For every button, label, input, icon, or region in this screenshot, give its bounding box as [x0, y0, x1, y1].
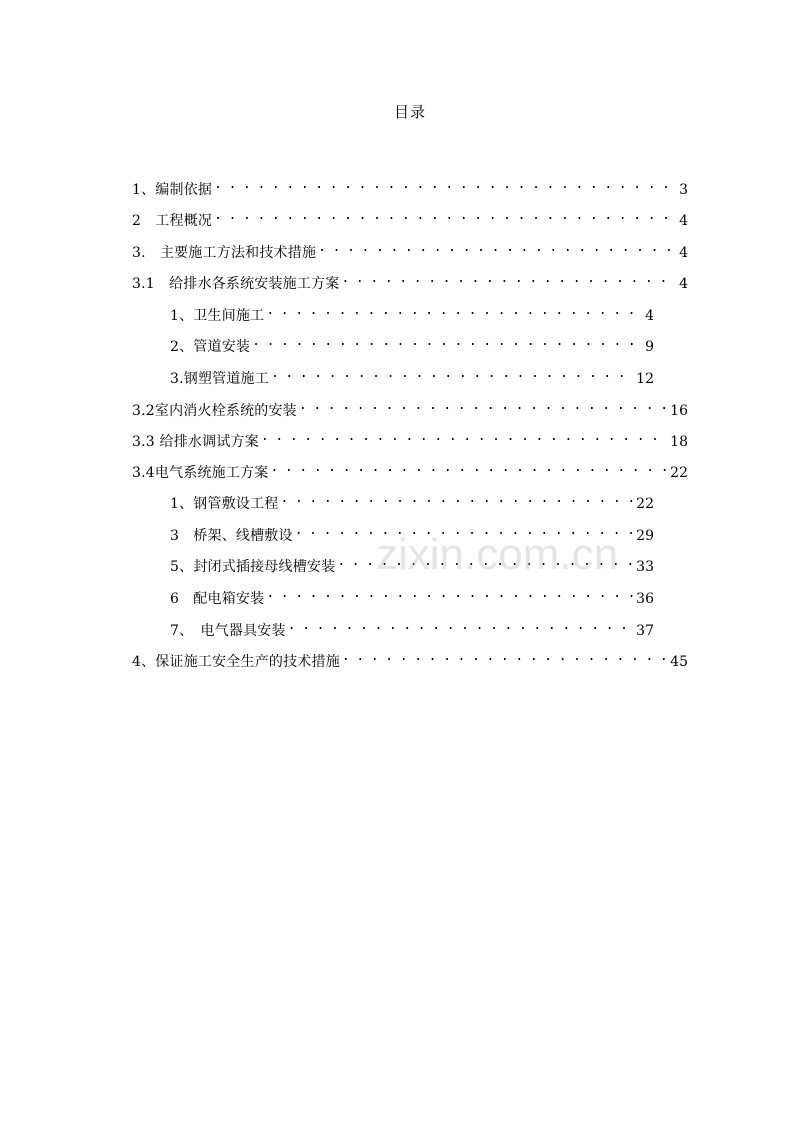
toc-entry[interactable] [170, 585, 654, 607]
dot-leader [266, 302, 643, 320]
dot-leader [295, 522, 634, 540]
toc-entry-page: 45 [670, 654, 688, 670]
toc-entry-page: 18 [670, 434, 688, 450]
toc-entry-page: 33 [636, 559, 654, 575]
toc-entry[interactable] [170, 522, 654, 544]
toc-entry-label: 3.2室内消火栓系统的安装 [132, 403, 297, 419]
toc-entry-label: 2、管道安装 [170, 339, 251, 355]
toc-entry-label: 1、编制依据 [132, 182, 213, 198]
toc-entry-page: 36 [636, 591, 654, 607]
toc-entry-page: 16 [670, 403, 688, 419]
toc-entry-label: 3.钢塑管道施工 [170, 371, 269, 387]
toc-entry-label: 3.4电气系统施工方案 [132, 465, 269, 481]
toc-entry[interactable] [132, 459, 688, 481]
toc-entry-label: 1、钢管敷设工程 [170, 496, 279, 512]
dot-leader [214, 207, 677, 225]
toc-entry[interactable] [132, 176, 688, 198]
toc-entry-page: 12 [636, 371, 654, 387]
dot-leader [271, 365, 634, 383]
toc-entry-label: 6 配电箱安装 [170, 591, 265, 607]
dot-leader [266, 585, 634, 603]
toc-entry-page: 9 [645, 339, 654, 355]
toc-entry-page: 4 [679, 276, 688, 292]
toc-entry[interactable] [132, 239, 688, 261]
dot-leader [299, 397, 668, 415]
toc-entry-page: 29 [636, 528, 654, 544]
toc-entry[interactable] [132, 207, 688, 229]
toc-entry-label: 5、封闭式插接母线槽安装 [170, 559, 336, 575]
toc-entry-page: 3 [679, 182, 688, 198]
toc-entry[interactable] [170, 302, 654, 324]
dot-leader [261, 428, 668, 446]
toc-entry[interactable] [132, 270, 688, 292]
toc-entry-label: 3. 主要施工方法和技术措施 [132, 245, 317, 261]
toc-entry-page: 22 [670, 465, 688, 481]
toc-entry[interactable] [132, 397, 688, 419]
toc-entry-label: 3 桥架、线槽敷设 [170, 528, 293, 544]
dot-leader [281, 490, 635, 508]
toc-entry[interactable] [170, 553, 654, 575]
dot-leader [214, 176, 677, 194]
toc-entry-label: 1、卫生间施工 [170, 308, 265, 324]
dot-leader [270, 459, 668, 477]
toc-entry[interactable] [170, 490, 654, 512]
dot-leader [337, 553, 634, 571]
dot-leader [288, 617, 634, 635]
toc-title: 目录 [393, 103, 426, 121]
toc-entry-page: 37 [636, 623, 654, 639]
toc-entry-label: 3.3 给排水调试方案 [132, 434, 259, 450]
toc-entry-label: 2 工程概况 [132, 213, 213, 229]
dot-leader [342, 648, 668, 666]
dot-leader [341, 270, 677, 288]
toc-entry-label: 7、 电气器具安装 [170, 623, 286, 639]
toc-entry-page: 4 [645, 308, 654, 324]
dot-leader [318, 239, 677, 257]
toc-entry[interactable] [170, 365, 654, 387]
toc-entry[interactable] [132, 648, 688, 670]
toc-entry[interactable] [170, 333, 654, 355]
toc-entry[interactable] [132, 428, 688, 450]
toc-entry-label: 4、保证施工安全生产的技术措施 [132, 654, 340, 670]
toc-entry-page: 22 [636, 496, 654, 512]
toc-entry[interactable] [170, 617, 654, 639]
watermark: zixin.com.cn [376, 530, 619, 579]
toc-entry-page: 4 [679, 245, 688, 261]
toc-entry-page: 4 [679, 213, 688, 229]
dot-leader [252, 333, 643, 351]
toc-entry-label: 3.1 给排水各系统安装施工方案 [132, 276, 340, 292]
